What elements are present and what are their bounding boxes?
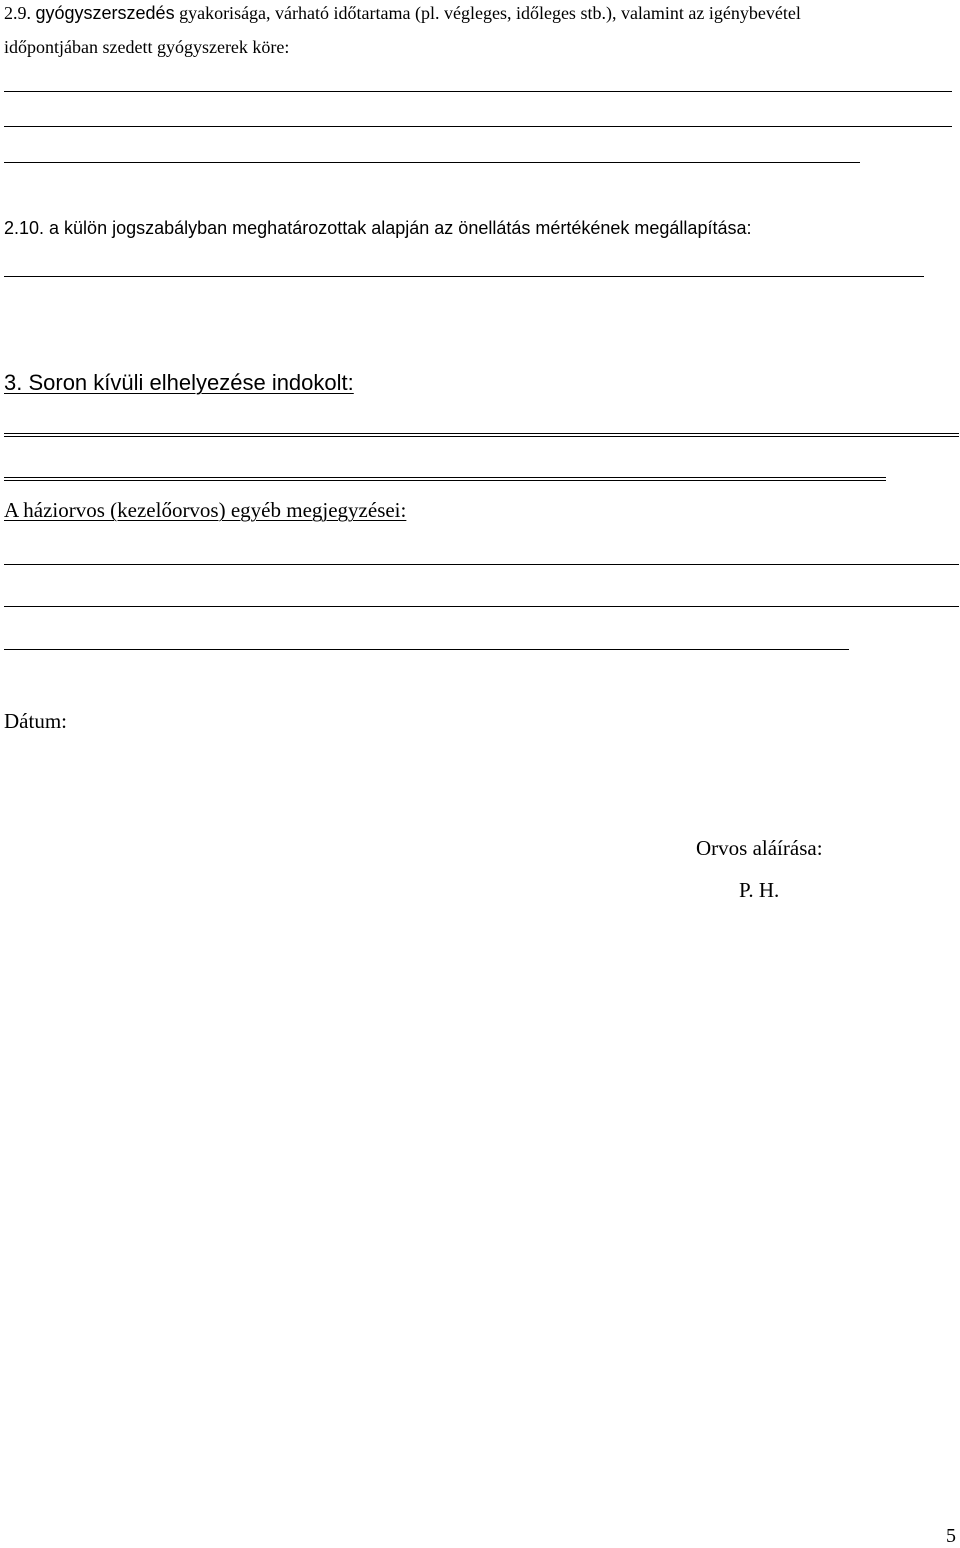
section-2-9-line1-sans: gyógyszerszedés bbox=[35, 3, 175, 23]
answer-line-2-10 bbox=[4, 276, 924, 277]
section-2-9-number: 2.9. bbox=[4, 3, 31, 23]
section-2-9-line1 bbox=[4, 4, 801, 22]
answer-line-3-2 bbox=[4, 477, 886, 481]
date-label: Dátum: bbox=[4, 709, 67, 733]
answer-line-remarks-1 bbox=[4, 564, 959, 565]
section-2-9-line2: időpontjában szedett gyógyszerek köre: bbox=[4, 37, 290, 57]
page-number: 5 bbox=[946, 1525, 956, 1547]
answer-line-2-9-2 bbox=[4, 126, 952, 127]
answer-line-2-9-1 bbox=[4, 91, 952, 92]
section-2-10-text: 2.10. a külön jogszabályban meghatározottak alapján az önellátás mértékének megállapítása: bbox=[4, 218, 752, 238]
answer-line-remarks-3 bbox=[4, 649, 849, 650]
remarks-heading: A háziorvos (kezelőorvos) egyéb megjegyzései: bbox=[4, 498, 407, 522]
answer-line-3-1 bbox=[4, 433, 959, 437]
stamp-label: P. H. bbox=[739, 878, 780, 902]
answer-line-2-9-3 bbox=[4, 162, 860, 163]
section-3-heading: 3. Soron kívüli elhelyezése indokolt: bbox=[4, 370, 354, 395]
answer-line-remarks-2 bbox=[4, 606, 959, 607]
section-2-9-line1-serif: gyakorisága, várható időtartama (pl. végleges, időleges stb.), valamint az igénybevétel bbox=[179, 3, 801, 23]
signature-label: Orvos aláírása: bbox=[696, 836, 823, 860]
